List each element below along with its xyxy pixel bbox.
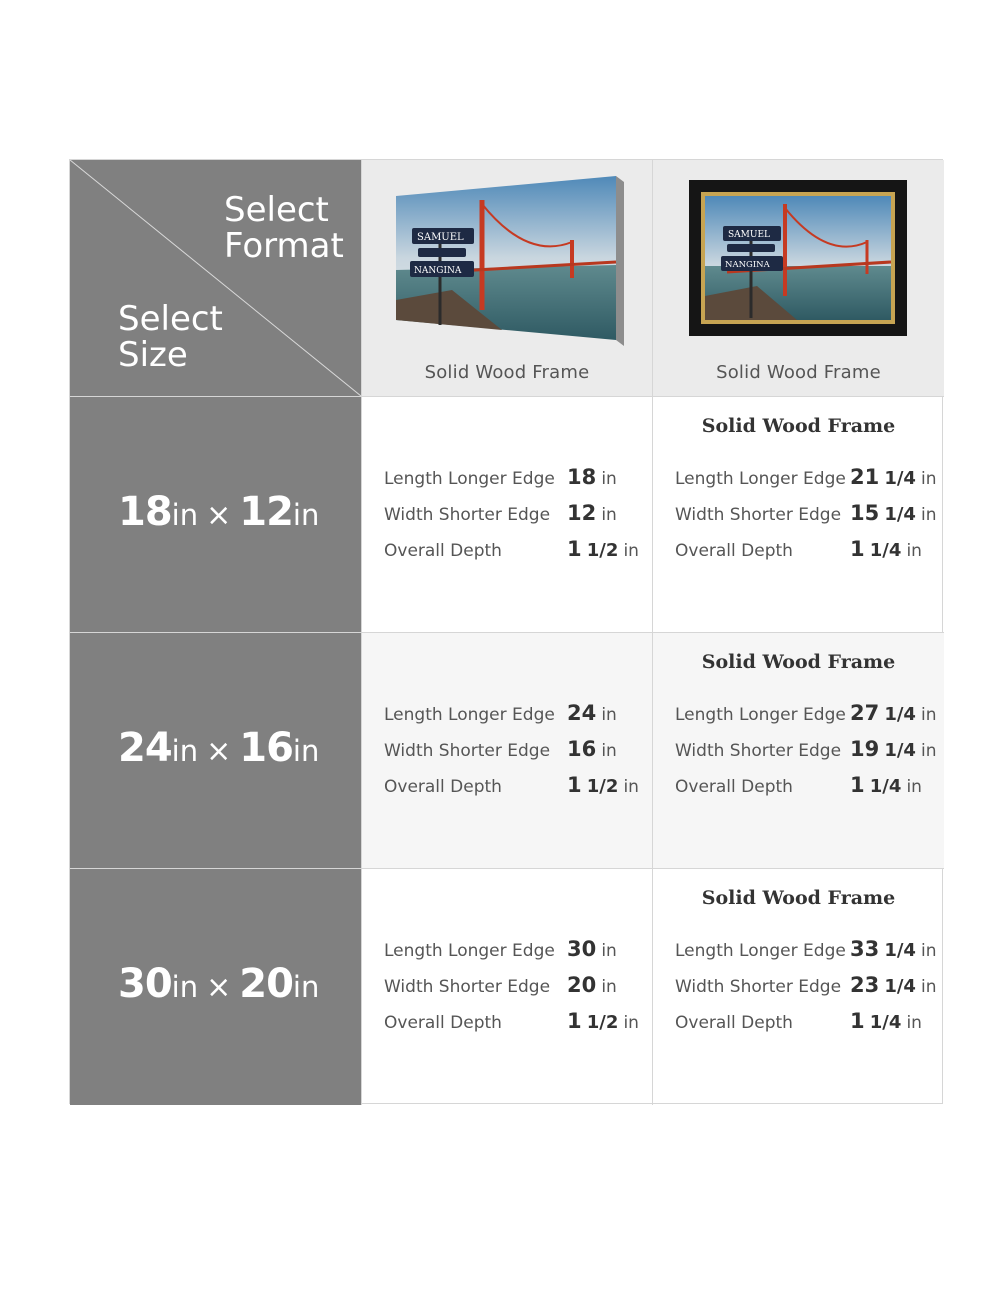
framed-spec-title: Solid Wood Frame xyxy=(701,887,896,909)
size-option-24x16[interactable] xyxy=(70,632,361,868)
svg-text:NANGINA: NANGINA xyxy=(414,266,462,276)
framed-spec-title: Solid Wood Frame xyxy=(701,651,896,673)
canvas-specs-24x16 xyxy=(361,632,652,868)
framed-specs-24x16 xyxy=(652,632,944,868)
select-format-label: Select Format xyxy=(224,190,344,266)
size-option-30x20[interactable] xyxy=(70,868,361,1105)
svg-text:NANGINA: NANGINA xyxy=(725,260,770,270)
spec-row: Width Shorter Edge 19 1/4 in xyxy=(675,737,937,761)
size-label: 30in × 20in xyxy=(118,961,320,1007)
spec-row: Width Shorter Edge 20 in xyxy=(384,973,617,997)
spec-row: Overall Depth 1 1/4 in xyxy=(675,537,922,561)
spec-row: Length Longer Edge 27 1/4 in xyxy=(675,701,937,725)
format-caption-canvas: Solid Wood Frame xyxy=(424,362,590,383)
canvas-specs-30x20 xyxy=(361,868,652,1105)
spec-row: Overall Depth 1 1/2 in xyxy=(384,1009,639,1033)
select-size-label: Select Size xyxy=(118,299,223,375)
svg-text:SAMUEL: SAMUEL xyxy=(728,230,771,240)
spec-row: Length Longer Edge 33 1/4 in xyxy=(675,937,937,961)
spec-row: Length Longer Edge 21 1/4 in xyxy=(675,465,937,489)
spec-row: Width Shorter Edge 23 1/4 in xyxy=(675,973,937,997)
format-option-framed[interactable] xyxy=(652,160,944,396)
spec-row: Overall Depth 1 1/4 in xyxy=(675,773,922,797)
spec-row: Length Longer Edge 18 in xyxy=(384,465,617,489)
spec-row: Overall Depth 1 1/4 in xyxy=(675,1009,922,1033)
spec-row: Width Shorter Edge 15 1/4 in xyxy=(675,501,937,525)
framed-specs-18x12 xyxy=(652,396,944,632)
spec-row: Length Longer Edge 24 in xyxy=(384,701,617,725)
svg-text:SAMUEL: SAMUEL xyxy=(417,232,464,243)
spec-row: Overall Depth 1 1/2 in xyxy=(384,537,639,561)
format-option-canvas[interactable] xyxy=(361,160,652,396)
table-corner-header xyxy=(70,160,361,396)
canvas-thumbnail-image xyxy=(392,170,628,350)
canvas-specs-18x12 xyxy=(361,396,652,632)
size-label: 18in × 12in xyxy=(118,489,320,535)
spec-row: Width Shorter Edge 16 in xyxy=(384,737,617,761)
size-option-18x12[interactable] xyxy=(70,396,361,632)
spec-row: Width Shorter Edge 12 in xyxy=(384,501,617,525)
framed-spec-title: Solid Wood Frame xyxy=(701,415,896,437)
spec-row: Length Longer Edge 30 in xyxy=(384,937,617,961)
framed-specs-30x20 xyxy=(652,868,944,1105)
size-label: 24in × 16in xyxy=(118,725,320,771)
format-caption-framed: Solid Wood Frame xyxy=(716,362,881,383)
size-format-table xyxy=(69,159,943,1104)
framed-thumbnail-image xyxy=(687,178,911,342)
spec-row: Overall Depth 1 1/2 in xyxy=(384,773,639,797)
